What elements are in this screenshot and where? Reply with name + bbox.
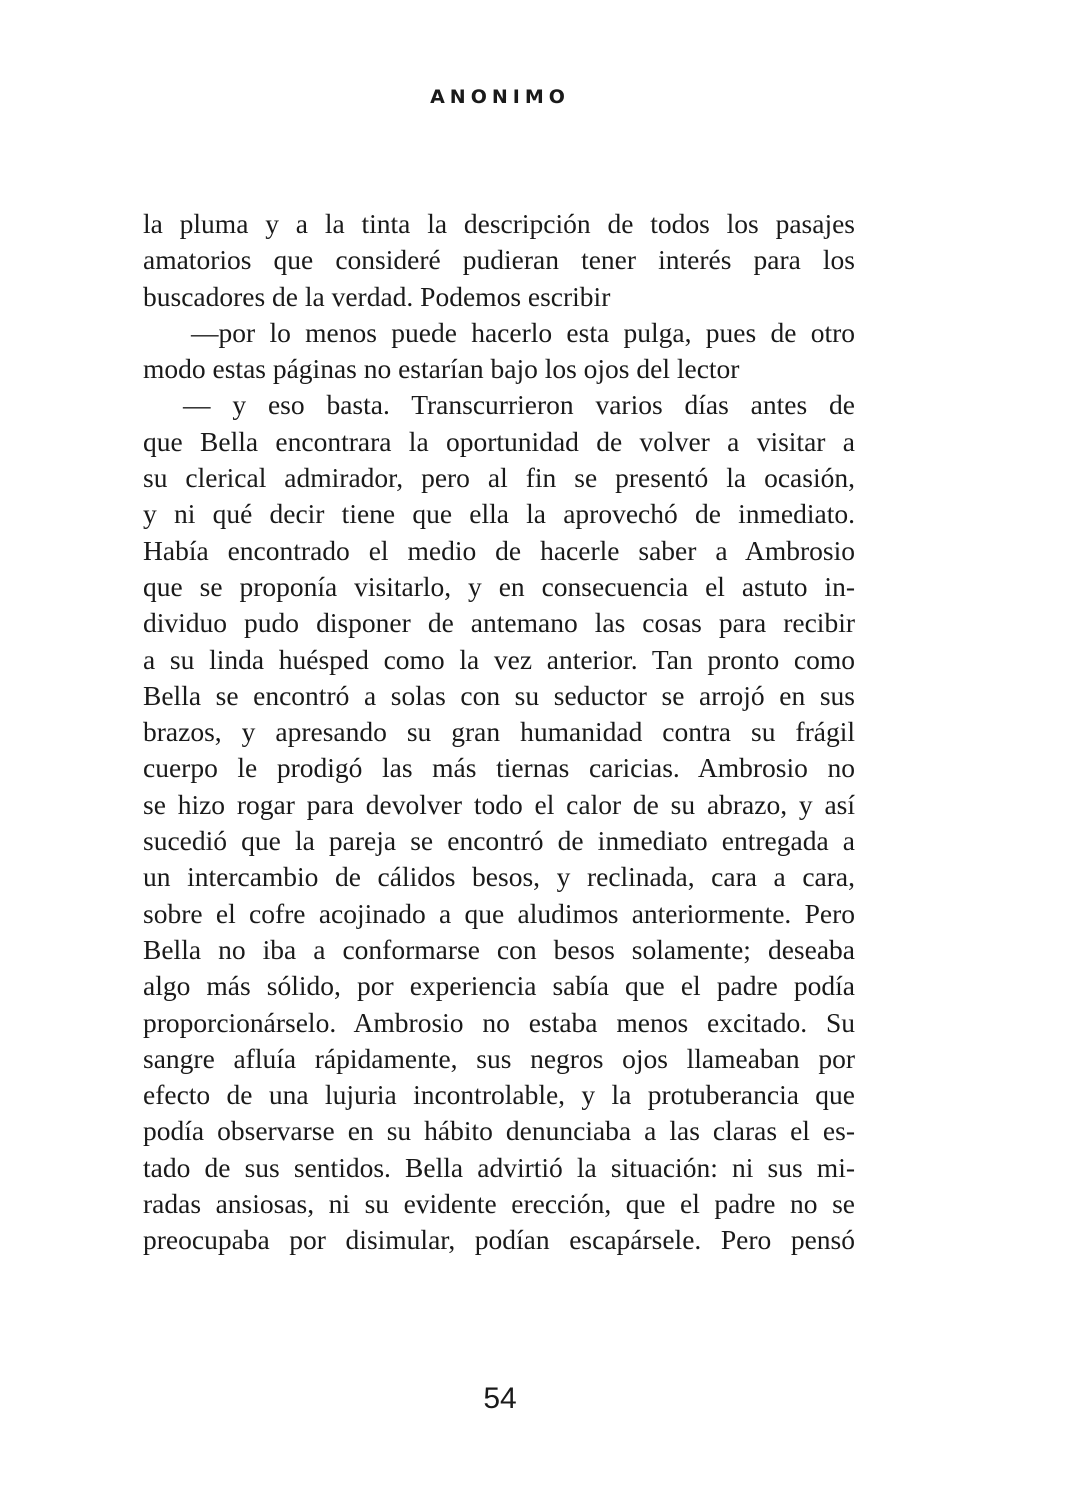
- text-line: podía observarse en su hábito denunciaba a las claras el es-: [143, 1115, 855, 1147]
- text-line: dividuo pudo disponer de antemano las cosas para recibir: [143, 607, 855, 639]
- text-line: cuerpo le prodigó las más tiernas caricias. Ambrosio no: [143, 752, 855, 784]
- text-line: — y eso basta. Transcurrieron varios días antes de: [183, 389, 855, 421]
- text-line: que se proponía visitarlo, y en consecuencia el astuto in-: [143, 570, 855, 602]
- text-line: Bella no iba a conformarse con besos solamente; deseaba: [143, 933, 855, 965]
- text-line: algo más sólido, por experiencia sabía que el padre podía: [143, 970, 855, 1002]
- text-line: Bella se encontró a solas con su seductor se arrojó en sus: [143, 679, 855, 711]
- text-line: proporcionárselo. Ambrosio no estaba menos excitado. Su: [143, 1006, 855, 1038]
- body-text: [143, 206, 855, 1259]
- text-line: modo estas páginas no estarían bajo los ojos del lector: [143, 353, 740, 385]
- page-number: 54: [483, 1382, 517, 1415]
- text-line: sangre afluía rápidamente, sus negros ojos llameaban por: [143, 1042, 855, 1074]
- text-line: —por lo menos puede hacerlo esta pulga, pues de otro: [191, 316, 855, 348]
- text-line: amatorios que consideré pudieran tener interés para los: [143, 244, 855, 276]
- text-line: Había encontrado el medio de hacerle saber a Ambrosio: [143, 534, 855, 566]
- text-line: un intercambio de cálidos besos, y reclinada, cara a cara,: [143, 861, 855, 893]
- text-line: buscadores de la verdad. Podemos escribir: [143, 280, 611, 312]
- text-line: que Bella encontrara la oportunidad de volver a visitar a: [143, 425, 855, 457]
- text-line: efecto de una lujuria incontrolable, y la protuberancia que: [143, 1079, 855, 1111]
- text-line: tado de sus sentidos. Bella advirtió la situación: ni sus mi-: [143, 1151, 855, 1183]
- text-line: sucedió que la pareja se encontró de inmediato entregada a: [143, 825, 855, 857]
- text-line: brazos, y apresando su gran humanidad contra su frágil: [143, 716, 855, 748]
- text-line: sobre el cofre acojinado a que aludimos anteriormente. Pero: [143, 897, 855, 929]
- text-line: su clerical admirador, pero al fin se presentó la ocasión,: [143, 462, 855, 494]
- text-line: radas ansiosas, ni su evidente erección, que el padre no se: [143, 1188, 855, 1220]
- text-line: preocupaba por disimular, podían escapársele. Pero pensó: [143, 1224, 855, 1256]
- text-line: y ni qué decir tiene que ella la aprovechó de inmediato.: [143, 498, 855, 530]
- text-line: se hizo rogar para devolver todo el calor de su abrazo, y así: [143, 788, 855, 820]
- text-line: a su linda huésped como la vez anterior. Tan pronto como: [143, 643, 855, 675]
- text-line: la pluma y a la tinta la descripción de todos los pasajes: [143, 208, 855, 239]
- running-header: ANONIMO: [430, 86, 570, 108]
